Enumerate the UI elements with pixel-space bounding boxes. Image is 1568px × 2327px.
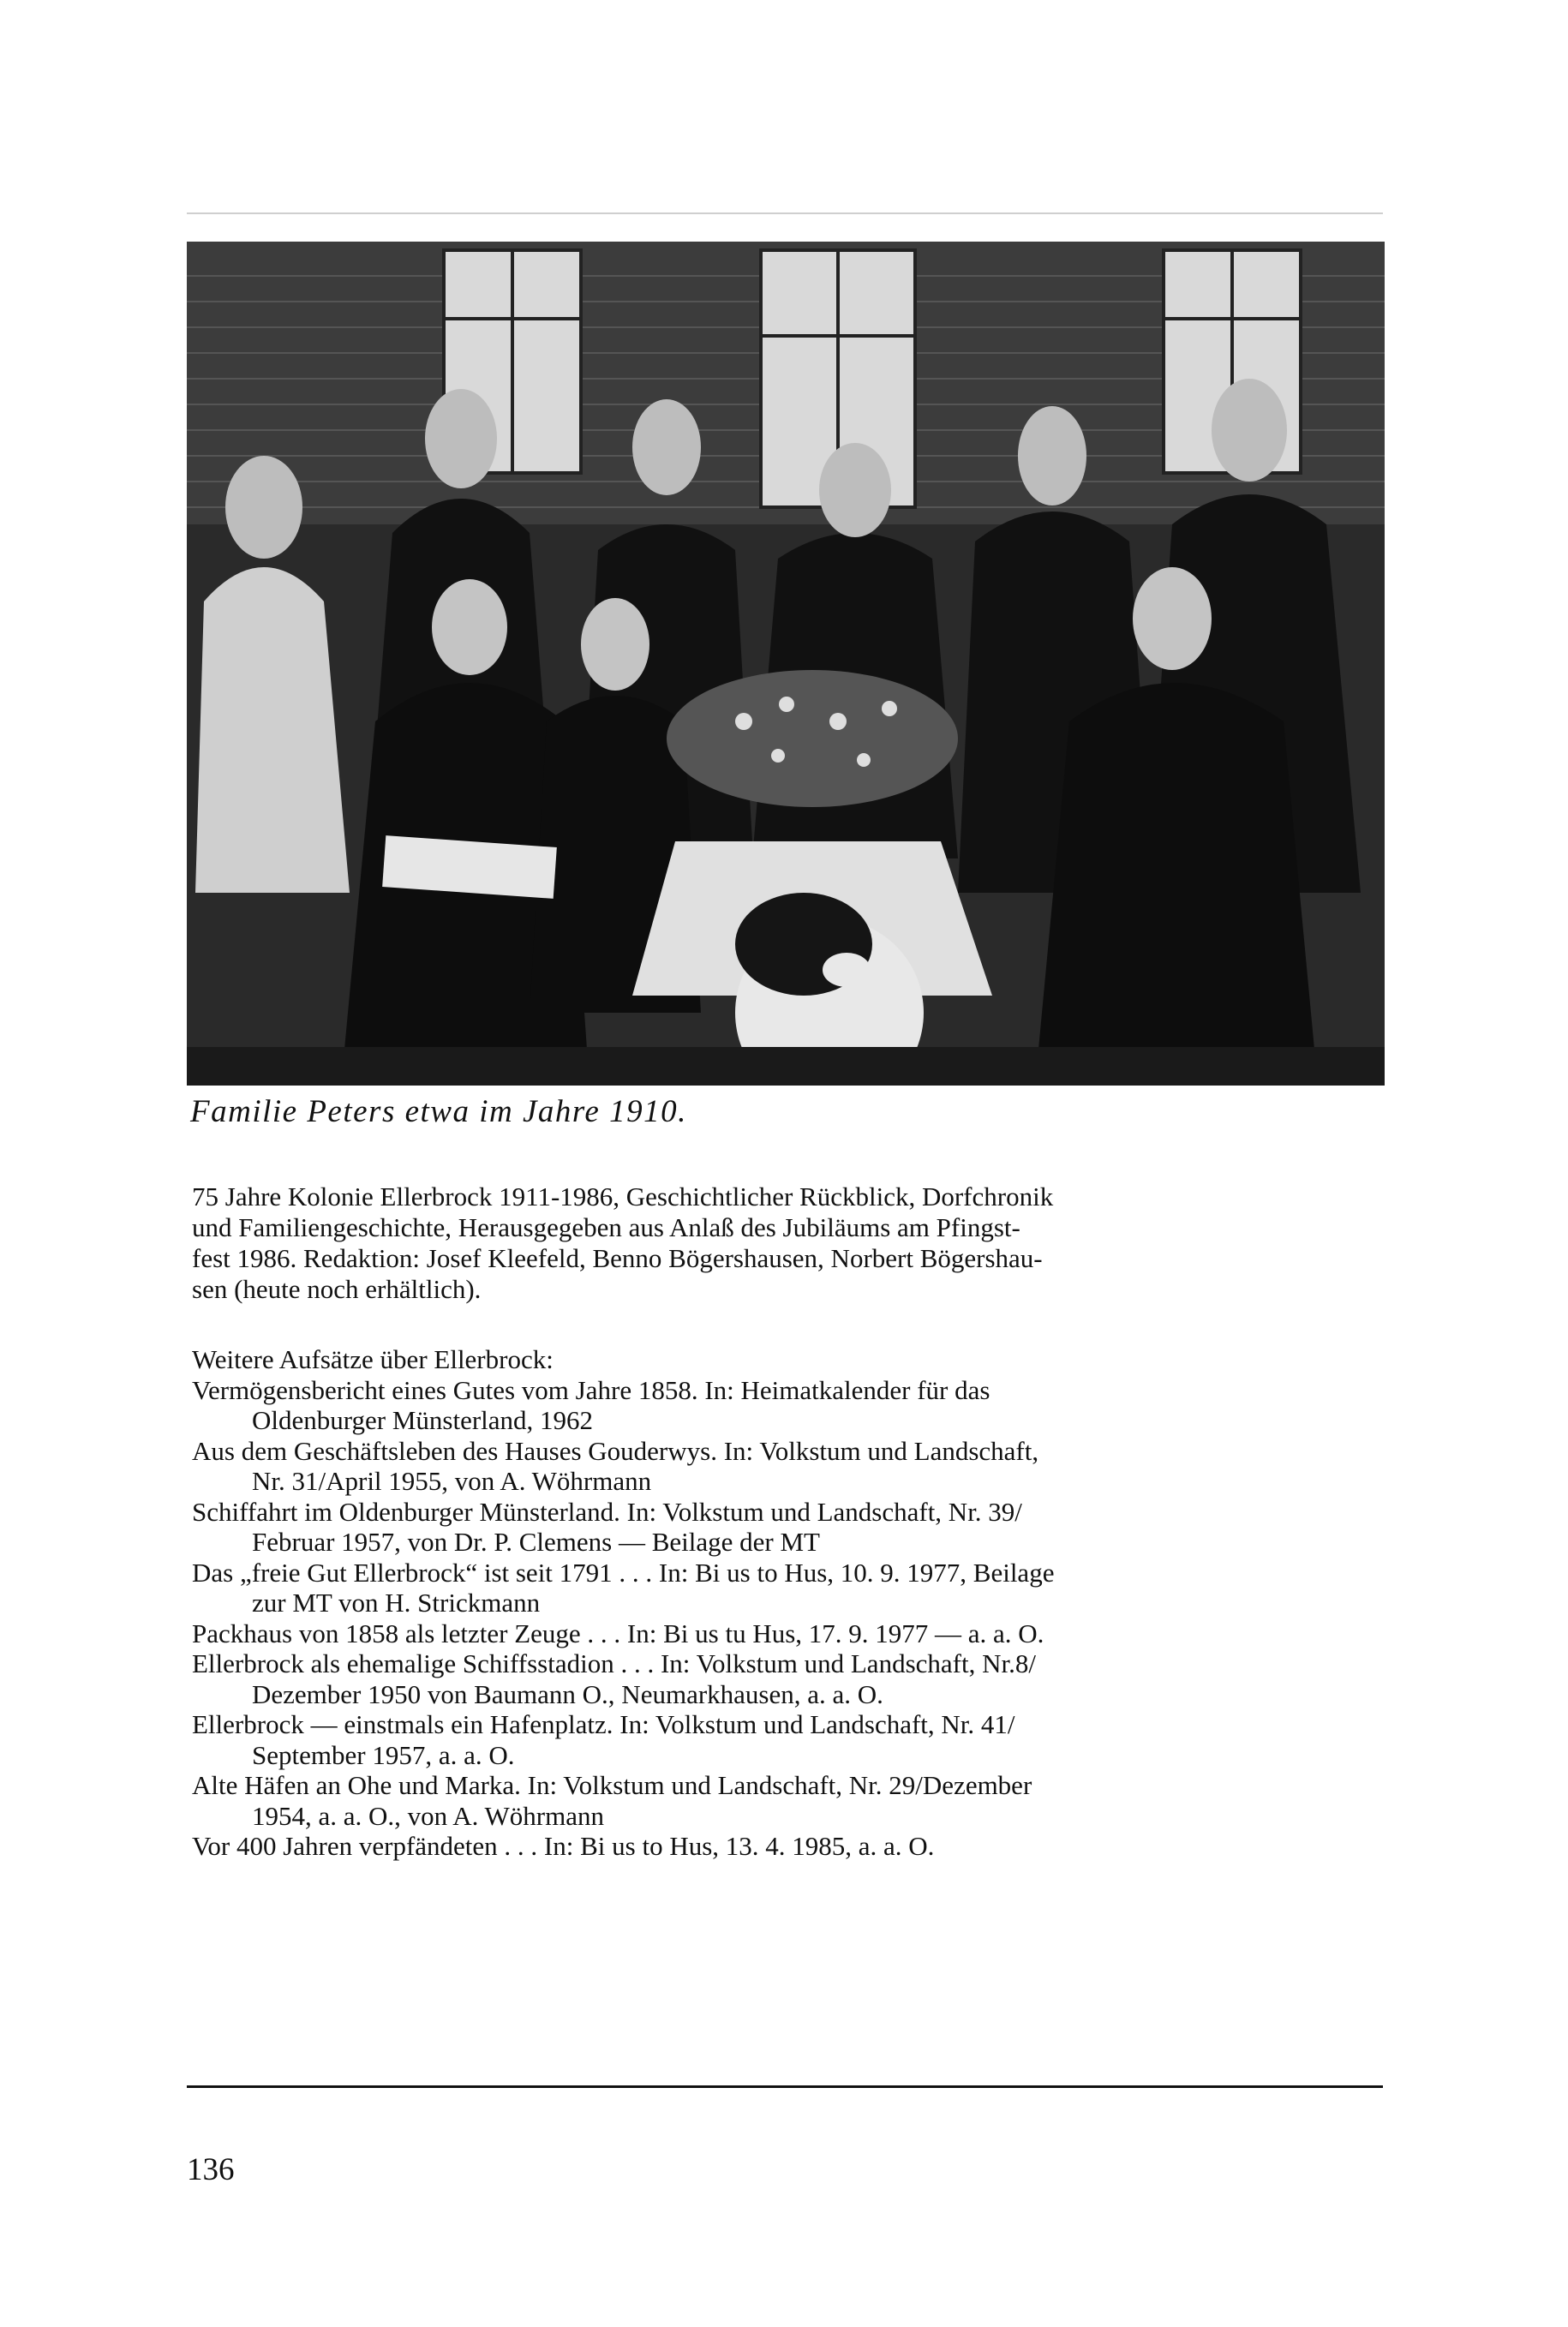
reference-entry: Das „freie Gut Ellerbrock“ ist seit 1791 . . . In: Bi us to Hus, 10. 9. 1977, Beilage	[192, 1557, 1055, 1588]
family-photograph	[187, 242, 1385, 1086]
reference-entry: Ellerbrock als ehemalige Schiffsstadion . . . In: Volkstum und Landschaft, Nr.8/	[192, 1648, 1036, 1678]
reference-entry-continuation: Oldenburger Münsterland, 1962	[252, 1405, 594, 1435]
reference-entry: Alte Häfen an Ohe und Marka. In: Volkstum und Landschaft, Nr. 29/Dezember	[192, 1770, 1032, 1800]
family-photo-illustration	[187, 242, 1385, 1086]
bottom-rule	[187, 2085, 1383, 2088]
reference-entry-continuation: Dezember 1950 von Baumann O., Neumarkhausen, a. a. O.	[252, 1678, 883, 1709]
intro-line: sen (heute noch erhältlich).	[192, 1274, 482, 1304]
reference-entry: Ellerbrock — einstmals ein Hafenplatz. In: Volkstum und Landschaft, Nr. 41/	[192, 1709, 1015, 1739]
figure-caption: Familie Peters etwa im Jahre 1910.	[190, 1094, 687, 1129]
reference-heading: Weitere Aufsätze über Ellerbrock:	[192, 1344, 554, 1374]
reference-entry: Packhaus von 1858 als letzter Zeuge . . . In: Bi us tu Hus, 17. 9. 1977 — a. a. O.	[192, 1618, 1044, 1648]
intro-line: fest 1986. Redaktion: Josef Kleefeld, Benno Bögershausen, Norbert Bögershau-	[192, 1243, 1043, 1273]
reference-entry: Schiffahrt im Oldenburger Münsterland. In: Volkstum und Landschaft, Nr. 39/	[192, 1496, 1022, 1527]
top-rule	[187, 212, 1383, 214]
reference-entry-continuation: Februar 1957, von Dr. P. Clemens — Beilage der MT	[252, 1527, 820, 1557]
intro-line: und Familiengeschichte, Herausgegeben aus Anlaß des Jubiläums am Pfingst-	[192, 1212, 1020, 1242]
reference-entry: Vor 400 Jahren verpfändeten . . . In: Bi us to Hus, 13. 4. 1985, a. a. O.	[192, 1831, 935, 1861]
reference-entry-continuation: zur MT von H. Strickmann	[252, 1588, 541, 1618]
reference-entry: Vermögensbericht eines Gutes vom Jahre 1858. In: Heimatkalender für das	[192, 1374, 990, 1405]
reference-entry-continuation: September 1957, a. a. O.	[252, 1739, 515, 1770]
reference-entry-continuation: 1954, a. a. O., von A. Wöhrmann	[252, 1800, 604, 1831]
intro-paragraph	[192, 1181, 1385, 1305]
reference-entry: Aus dem Geschäftsleben des Hauses Gouderwys. In: Volkstum und Landschaft,	[192, 1435, 1039, 1466]
page-number: 136	[187, 2152, 235, 2187]
reference-entry-continuation: Nr. 31/April 1955, von A. Wöhrmann	[252, 1466, 652, 1496]
reference-list	[192, 1344, 1385, 1862]
intro-line: 75 Jahre Kolonie Ellerbrock 1911-1986, Geschichtlicher Rückblick, Dorfchronik	[192, 1181, 1054, 1211]
